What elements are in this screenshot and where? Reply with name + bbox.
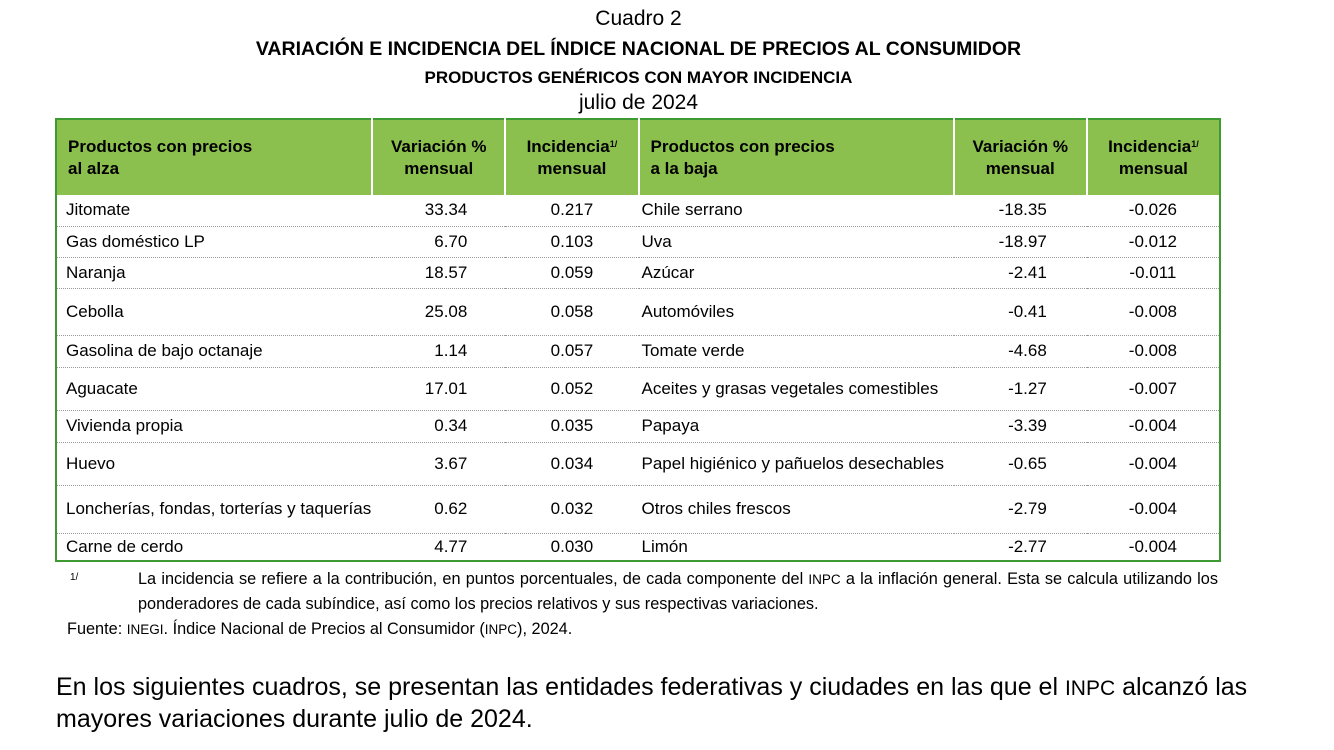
down-product-cell: Otros chiles frescos xyxy=(641,499,791,518)
up-variation-cell: 4.77 xyxy=(434,536,468,556)
down-incidence-cell: -0.012 xyxy=(1128,231,1177,251)
up-variation-cell: 6.70 xyxy=(434,231,468,251)
col-header-down-product: Productos con precios a la baja xyxy=(639,119,954,195)
down-incidence-cell: -0.004 xyxy=(1128,416,1177,435)
table-row xyxy=(56,367,1220,410)
col-header-up-product: Productos con precios al alza xyxy=(56,119,372,195)
down-variation-cell: -18.35 xyxy=(998,200,1047,220)
down-incidence-cell: -0.011 xyxy=(1129,262,1177,282)
table-row xyxy=(56,226,1220,257)
down-incidence-cell: -0.004 xyxy=(1128,499,1177,518)
table-row xyxy=(56,485,1220,533)
down-product-cell: Papaya xyxy=(641,416,700,435)
down-variation-cell: -1.27 xyxy=(1008,378,1047,398)
down-variation-cell: -0.65 xyxy=(1008,453,1047,473)
price-incidence-table xyxy=(55,118,1221,562)
up-incidence-cell: 0.057 xyxy=(550,341,594,360)
down-product-cell: Tomate verde xyxy=(641,341,745,360)
down-incidence-cell: -0.004 xyxy=(1128,536,1177,556)
down-product-cell: Uva xyxy=(641,231,672,251)
table-period: julio de 2024 xyxy=(578,91,699,114)
col-header-up-incidence: Incidencia$^{1/}$ mensual xyxy=(505,119,638,195)
table-row xyxy=(56,442,1220,485)
body-paragraph: En los siguientes cuadros, se presentan las entidades federativas y ciudades en las que el INPC alcanzó las mayores variaciones durante julio de 2024. xyxy=(56,673,1248,733)
up-incidence-cell: 0.030 xyxy=(550,536,594,556)
down-variation-cell: -2.79 xyxy=(1008,499,1047,518)
up-incidence-cell: 0.035 xyxy=(550,416,594,435)
col-header-down-incidence: Incidencia$^{1/}$ mensual xyxy=(1087,119,1220,195)
col-header-down-variation: Variación % mensual xyxy=(954,119,1087,195)
up-incidence-cell: 0.103 xyxy=(550,231,594,251)
up-product-cell: Naranja xyxy=(66,262,126,282)
down-incidence-cell: -0.007 xyxy=(1128,378,1177,398)
up-product-cell: Jitomate xyxy=(66,200,131,220)
down-variation-cell: -3.39 xyxy=(1008,416,1047,435)
down-variation-cell: -2.41 xyxy=(1008,262,1047,282)
down-product-cell: Azúcar xyxy=(641,262,695,282)
down-product-cell: Papel higiénico y pañuelos desechables xyxy=(641,453,944,473)
table-row xyxy=(56,288,1220,335)
up-product-cell: Cebolla xyxy=(66,301,124,321)
up-variation-cell: 33.34 xyxy=(424,200,468,220)
down-product-cell: Chile serrano xyxy=(641,200,743,220)
down-incidence-cell: -0.026 xyxy=(1128,200,1177,220)
footnote-mark: 1/ xyxy=(70,572,79,583)
table-row xyxy=(56,533,1220,561)
table-header-row xyxy=(56,119,1220,195)
up-variation-cell: 17.01 xyxy=(424,378,468,398)
up-variation-cell: 25.08 xyxy=(424,301,468,321)
down-product-cell: Automóviles xyxy=(641,301,735,321)
table-row xyxy=(56,195,1220,226)
down-variation-cell: -4.68 xyxy=(1008,341,1047,360)
table-row xyxy=(56,257,1220,288)
table-row xyxy=(56,335,1220,367)
table-subtitle: PRODUCTOS GENÉRICOS CON MAYOR INCIDENCIA xyxy=(424,68,853,87)
up-variation-cell: 1.14 xyxy=(434,341,468,360)
up-variation-cell: 0.34 xyxy=(434,416,468,435)
up-incidence-cell: 0.059 xyxy=(550,262,594,282)
up-product-cell: Gas doméstico LP xyxy=(66,231,205,251)
down-product-cell: Aceites y grasas vegetales comestibles xyxy=(641,378,939,398)
up-incidence-cell: 0.217 xyxy=(550,200,594,220)
up-product-cell: Loncherías, fondas, torterías y taquerías xyxy=(66,499,372,518)
down-incidence-cell: -0.004 xyxy=(1128,453,1177,473)
up-incidence-cell: 0.032 xyxy=(550,499,594,518)
table-row xyxy=(56,410,1220,442)
col-header-up-variation: Variación % mensual xyxy=(372,119,505,195)
up-incidence-cell: 0.034 xyxy=(550,453,594,473)
up-product-cell: Carne de cerdo xyxy=(66,536,184,556)
source-note: Fuente: INEGI. Índice Nacional de Precios al Consumidor (INPC), 2024. xyxy=(67,620,573,638)
down-variation-cell: -0.41 xyxy=(1008,301,1047,321)
down-incidence-cell: -0.008 xyxy=(1128,341,1177,360)
table-number: Cuadro 2 xyxy=(595,7,682,30)
down-incidence-cell: -0.008 xyxy=(1128,301,1177,321)
up-variation-cell: 0.62 xyxy=(434,499,468,518)
up-product-cell: Gasolina de bajo octanaje xyxy=(66,341,263,360)
up-incidence-cell: 0.058 xyxy=(550,301,594,321)
up-variation-cell: 3.67 xyxy=(434,453,468,473)
up-product-cell: Aguacate xyxy=(66,378,138,398)
up-incidence-cell: 0.052 xyxy=(550,378,594,398)
down-variation-cell: -18.97 xyxy=(998,231,1047,251)
up-variation-cell: 18.57 xyxy=(424,262,468,282)
up-product-cell: Vivienda propia xyxy=(66,416,183,435)
footnote-text: La incidencia se refiere a la contribución, en puntos porcentuales, de cada componente del INPC a la inflación general. Esta se calcula utilizando los ponderadores de cada subíndice, así como los precios relativos y sus respectivas variaciones. xyxy=(138,570,1218,613)
down-product-cell: Limón xyxy=(641,536,688,556)
down-variation-cell: -2.77 xyxy=(1008,536,1047,556)
table-title: VARIACIÓN E INCIDENCIA DEL ÍNDICE NACIONAL DE PRECIOS AL CONSUMIDOR xyxy=(255,38,1022,60)
up-product-cell: Huevo xyxy=(66,453,116,473)
